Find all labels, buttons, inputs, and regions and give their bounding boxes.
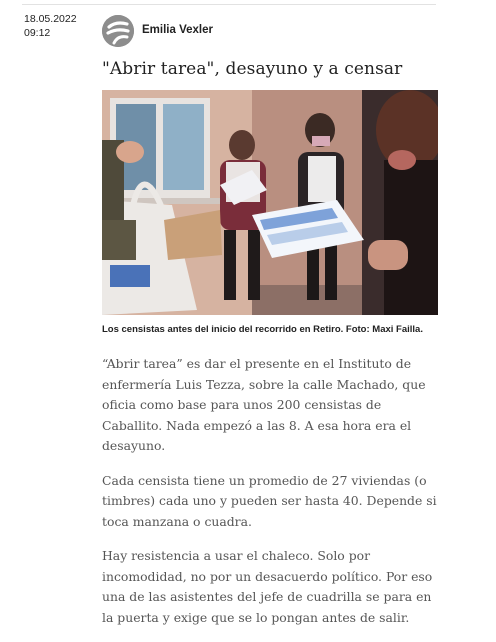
publish-date: 18.05.2022 [24, 13, 77, 25]
author-avatar[interactable] [102, 15, 134, 47]
photo-caption: Los censistas antes del inicio del recorrido en Retiro. Foto: Maxi Failla. [102, 324, 423, 335]
publish-datetime [24, 12, 77, 40]
article-photo [102, 90, 438, 315]
avatar-logo-icon [102, 15, 134, 47]
article-subtitle: "Abrir tarea", desayuno y a censar [102, 59, 403, 79]
paragraph: Cada censista tiene un promedio de 27 viviendas (o timbres) cada uno y pueden ser hasta 40. Depende si toca manzana o cuadra. [102, 472, 437, 529]
paragraph: “Abrir tarea” es dar el presente en el Instituto de enfermería Luis Tezza, sobre la calle Machado, que oficia como base para unos 200 censistas de Caballito. Nada empezó a las 8. A esa hora era el desayuno. [102, 356, 426, 453]
paragraph: Hay resistencia a usar el chaleco. Solo por incomodidad, no por un desacuerdo político. Por eso una de las asistentes del jefe de cuadrilla se para en la puerta y exige que se lo pongan antes de salir. [102, 548, 433, 625]
publish-time: 09:12 [24, 27, 51, 39]
top-divider [22, 4, 436, 5]
article-body [102, 354, 442, 642]
author-name[interactable]: Emilia Vexler [142, 24, 213, 36]
